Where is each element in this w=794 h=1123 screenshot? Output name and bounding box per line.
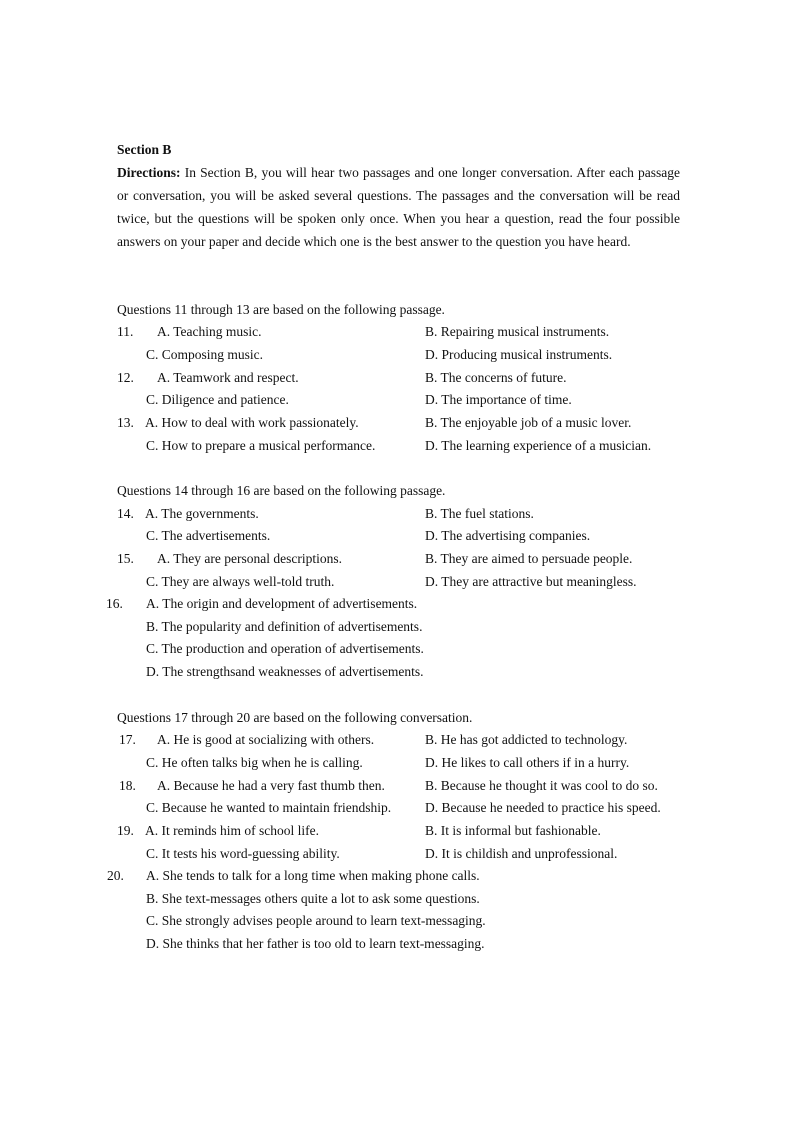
directions-paragraph (117, 161, 680, 253)
option-a: A. Teamwork and respect. (157, 370, 299, 385)
option-a: A. They are personal descriptions. (157, 551, 342, 566)
option-c: C. Composing music. (146, 347, 264, 362)
question-number: 12. (117, 370, 134, 385)
question-number: 19. (117, 823, 134, 838)
question-number: 20. (107, 868, 124, 883)
option-d: D. They are attractive but meaningless. (425, 574, 637, 589)
option-d: D. The learning experience of a musician. (425, 438, 652, 453)
option-d: D. He likes to call others if in a hurry. (425, 755, 630, 770)
question-number: 11. (117, 324, 134, 339)
option-b: B. He has got addicted to technology. (425, 732, 628, 747)
section-title: Section B (117, 142, 172, 157)
option-b: B. She text-messages others quite a lot to ask some questions. (146, 891, 480, 906)
option-c: C. She strongly advises people around to learn text-messaging. (146, 913, 486, 928)
option-b: B. The fuel stations. (425, 506, 534, 521)
option-b: B. The popularity and definition of advertisements. (146, 619, 423, 634)
option-a: A. The governments. (145, 506, 259, 521)
option-b: B. The enjoyable job of a music lover. (425, 415, 632, 430)
option-d: D. The advertising companies. (425, 528, 591, 543)
option-d: D. She thinks that her father is too old to learn text-messaging. (146, 936, 485, 951)
option-c: C. They are always well-told truth. (146, 574, 335, 589)
option-c: C. The advertisements. (146, 528, 271, 543)
option-b: B. Because he thought it was cool to do so. (425, 778, 658, 793)
group-intro: Questions 17 through 20 are based on the following conversation. (117, 710, 473, 725)
option-b: B. Repairing musical instruments. (425, 324, 610, 339)
option-a: A. Because he had a very fast thumb then. (157, 778, 385, 793)
question-number: 16. (106, 596, 123, 611)
option-d: D. The strengthsand weaknesses of advertisements. (146, 664, 424, 679)
option-b: B. It is informal but fashionable. (425, 823, 601, 838)
group-intro: Questions 11 through 13 are based on the following passage. (117, 302, 445, 317)
option-a: A. How to deal with work passionately. (145, 415, 359, 430)
group-intro: Questions 14 through 16 are based on the following passage. (117, 483, 446, 498)
option-a: A. She tends to talk for a long time when making phone calls. (146, 868, 480, 883)
option-d: D. Producing musical instruments. (425, 347, 613, 362)
option-c: C. Because he wanted to maintain friendship. (146, 800, 392, 815)
question-number: 17. (119, 732, 136, 747)
option-d: D. It is childish and unprofessional. (425, 846, 618, 861)
option-b: B. They are aimed to persuade people. (425, 551, 633, 566)
option-c: C. He often talks big when he is calling. (146, 755, 363, 770)
option-c: C. The production and operation of advertisements. (146, 641, 424, 656)
option-c: C. How to prepare a musical performance. (146, 438, 376, 453)
directions-text: In Section B, you will hear two passages and one longer conversation. After each passage or conversation, you will be asked several questions. The passages and the conversation will be read twice, but the questions will be spoken only once. When you hear a question, read the four possible answers on your paper and decide which one is the best answer to the question you have heard. (117, 165, 681, 249)
option-a: A. It reminds him of school life. (145, 823, 319, 838)
question-number: 15. (117, 551, 134, 566)
option-a: A. Teaching music. (157, 324, 262, 339)
option-c: C. It tests his word-guessing ability. (146, 846, 340, 861)
option-b: B. The concerns of future. (425, 370, 567, 385)
directions-label: Directions: (117, 165, 181, 180)
option-d: D. Because he needed to practice his speed. (425, 800, 661, 815)
option-a: A. The origin and development of advertisements. (146, 596, 418, 611)
option-a: A. He is good at socializing with others. (157, 732, 375, 747)
question-number: 13. (117, 415, 134, 430)
option-c: C. Diligence and patience. (146, 392, 289, 407)
question-number: 14. (117, 506, 134, 521)
option-d: D. The importance of time. (425, 392, 572, 407)
question-number: 18. (119, 778, 136, 793)
